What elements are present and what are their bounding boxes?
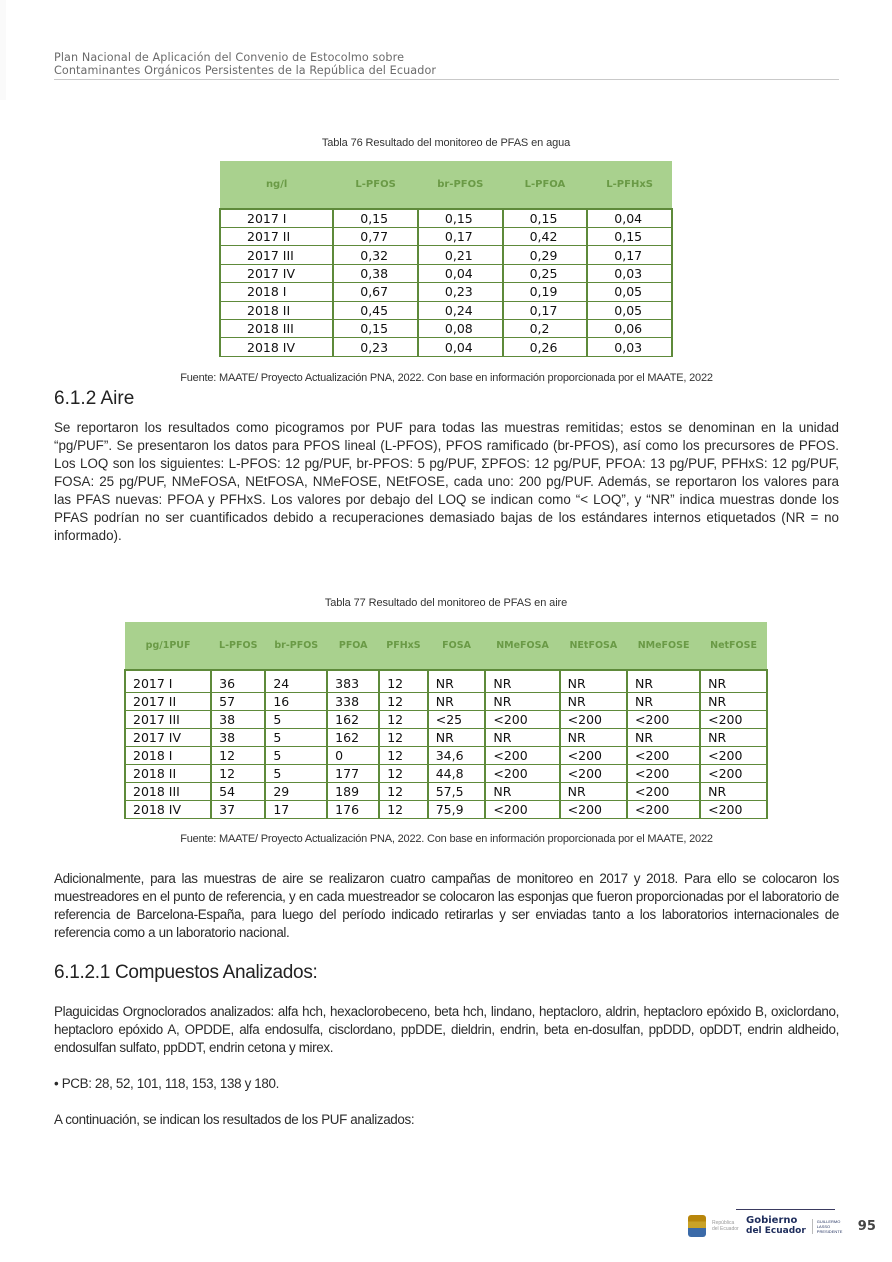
value-cell: 0,04 (418, 338, 503, 356)
table-row (220, 283, 672, 301)
value-cell: NR (560, 729, 627, 747)
gobierno-line-1: Gobierno (746, 1215, 798, 1226)
value-cell: NR (485, 783, 559, 801)
value-cell: 57,5 (428, 783, 486, 801)
value-cell: 0,03 (587, 338, 672, 356)
table-row (220, 319, 672, 337)
value-cell: <200 (627, 783, 700, 801)
column-header: PFHxS (379, 622, 428, 670)
page-number: 95 (857, 1218, 876, 1234)
row-label-cell: 2017 III (220, 246, 333, 264)
gobierno-line-2: del Ecuador (746, 1226, 806, 1236)
value-cell: 338 (327, 693, 379, 711)
table-row (220, 338, 672, 356)
value-cell: 0,38 (333, 264, 418, 282)
value-cell: NR (428, 693, 486, 711)
value-cell: 176 (327, 801, 379, 819)
value-cell: NR (485, 670, 559, 693)
value-cell: 12 (379, 801, 428, 819)
value-cell: <200 (627, 747, 700, 765)
row-label-cell: 2017 I (220, 209, 333, 228)
row-label-cell: 2017 IV (125, 729, 211, 747)
value-cell: 12 (379, 783, 428, 801)
value-cell: <200 (627, 711, 700, 729)
value-cell: <200 (627, 765, 700, 783)
value-cell: 0,19 (503, 283, 588, 301)
table-row (125, 765, 767, 783)
row-label-cell: 2018 III (125, 783, 211, 801)
value-cell: 0,15 (418, 209, 503, 228)
column-header: NetFOSE (700, 622, 767, 670)
table-row (220, 228, 672, 246)
republica-label: República del Ecuador (712, 1220, 739, 1232)
value-cell: 5 (265, 765, 327, 783)
row-label-cell: 2018 II (220, 301, 333, 319)
value-cell: 37 (211, 801, 265, 819)
table-row (220, 246, 672, 264)
column-header: L-PFOS (333, 161, 418, 209)
column-header: PFOA (327, 622, 379, 670)
table-row (125, 783, 767, 801)
value-cell: NR (627, 693, 700, 711)
row-label-cell: 2017 II (125, 693, 211, 711)
value-cell: 0,26 (503, 338, 588, 356)
value-cell: <200 (700, 765, 767, 783)
value-cell: 0,67 (333, 283, 418, 301)
value-cell: 0,25 (503, 264, 588, 282)
value-cell: 0,24 (418, 301, 503, 319)
column-header: L-PFOS (211, 622, 265, 670)
value-cell: 38 (211, 729, 265, 747)
table-77-source: Fuente: MAATE/ Proyecto Actualización PNA, 2022. Con base en información proporcionada por el MAATE, 2022 (180, 833, 713, 845)
table-76-pfas-agua (219, 161, 673, 357)
value-cell: 0,42 (503, 228, 588, 246)
value-cell: NR (627, 729, 700, 747)
value-cell: <200 (485, 747, 559, 765)
section-heading-compuestos: 6.1.2.1 Compuestos Analizados: (54, 962, 318, 983)
value-cell: 0,17 (587, 246, 672, 264)
value-cell: 0,04 (587, 209, 672, 228)
value-cell: 38 (211, 711, 265, 729)
value-cell: 12 (379, 711, 428, 729)
table-row (125, 747, 767, 765)
value-cell: NR (700, 670, 767, 693)
value-cell: 0,03 (587, 264, 672, 282)
row-label-cell: 2018 III (220, 319, 333, 337)
value-cell: 162 (327, 711, 379, 729)
table-row (125, 729, 767, 747)
column-header: NMeFOSA (485, 622, 559, 670)
document-header (54, 52, 839, 77)
table-76-source: Fuente: MAATE/ Proyecto Actualización PNA, 2022. Con base en información proporcionada por el MAATE, 2022 (180, 372, 713, 384)
table-row (125, 711, 767, 729)
value-cell: <200 (560, 765, 627, 783)
value-cell: 0,29 (503, 246, 588, 264)
value-cell: NR (428, 670, 486, 693)
value-cell: 44,8 (428, 765, 486, 783)
table-row (125, 670, 767, 693)
value-cell: 0,05 (587, 301, 672, 319)
value-cell: 0,17 (418, 228, 503, 246)
value-cell: 0 (327, 747, 379, 765)
value-cell: 12 (379, 747, 428, 765)
pcb-bullet: • PCB: 28, 52, 101, 118, 153, 138 y 180. (54, 1076, 279, 1091)
value-cell: 189 (327, 783, 379, 801)
value-cell: <25 (428, 711, 486, 729)
table-row (125, 693, 767, 711)
president-label: GUILLERMO LASSO PRESIDENTE (812, 1219, 846, 1234)
value-cell: NR (560, 693, 627, 711)
value-cell: 75,9 (428, 801, 486, 819)
value-cell: 0,45 (333, 301, 418, 319)
row-label-cell: 2018 I (220, 283, 333, 301)
page-edge (0, 0, 6, 100)
row-label-cell: 2017 II (220, 228, 333, 246)
column-header: L-PFHxS (587, 161, 672, 209)
row-label-cell: 2017 III (125, 711, 211, 729)
section-heading-aire: 6.1.2 Aire (54, 388, 135, 409)
column-header: FOSA (428, 622, 486, 670)
table-77-pfas-aire (124, 622, 768, 819)
value-cell: 29 (265, 783, 327, 801)
value-cell: 12 (211, 747, 265, 765)
value-cell: 0,21 (418, 246, 503, 264)
value-cell: 5 (265, 711, 327, 729)
row-label-cell: 2018 II (125, 765, 211, 783)
value-cell: 0,15 (587, 228, 672, 246)
value-cell: 24 (265, 670, 327, 693)
footer-logos (688, 1212, 876, 1240)
value-cell: 0,04 (418, 264, 503, 282)
value-cell: 5 (265, 747, 327, 765)
value-cell: 0,17 (503, 301, 588, 319)
value-cell: 0,08 (418, 319, 503, 337)
value-cell: 0,06 (587, 319, 672, 337)
value-cell: NR (700, 729, 767, 747)
value-cell: <200 (700, 747, 767, 765)
value-cell: 17 (265, 801, 327, 819)
gobierno-logo (746, 1216, 806, 1236)
value-cell: 34,6 (428, 747, 486, 765)
campaigns-paragraph: Adicionalmente, para las muestras de aire se realizaron cuatro campañas de monitoreo en 2017 y 2018. Para ello se colocaron los muestreadores en el punto de referencia, y en cada muestreador se colocaron las esponjas que fueron proporcionadas por el laboratorio de referencia de Barcelona-España, para luego del período indicado retirarlas y ser enviadas tanto a los laboratorios internacionales de referencia como a un laboratorio nacional. (54, 871, 839, 940)
row-label-cell: 2017 I (125, 670, 211, 693)
value-cell: NR (627, 670, 700, 693)
column-header: L-PFOA (503, 161, 588, 209)
value-cell: 0,32 (333, 246, 418, 264)
value-cell: 12 (211, 765, 265, 783)
value-cell: 12 (379, 670, 428, 693)
value-cell: 0,15 (503, 209, 588, 228)
row-label-cell: 2018 IV (220, 338, 333, 356)
table-row (125, 801, 767, 819)
row-label-cell: 2017 IV (220, 264, 333, 282)
value-cell: 16 (265, 693, 327, 711)
value-cell: <200 (560, 747, 627, 765)
value-cell: 54 (211, 783, 265, 801)
column-header: br-PFOS (265, 622, 327, 670)
column-header: NEtFOSA (560, 622, 627, 670)
row-label-cell: 2018 I (125, 747, 211, 765)
compuestos-paragraph: Plaguicidas Orgnoclorados analizados: alfa hch, hexaclorobeceno, beta hch, lindano, heptacloro, aldrin, heptacloro epóxido B, oxiclordano, heptacloro epóxido A, OPDDE, alfa endosulfa, cisclordano, ppDDE, dieldrin, endrin, beta en-dosulfan, ppDDD, opDDT, endrin aldheido, endosulfan sulfato, ppDDT, endrin cetona y mirex. (54, 1004, 839, 1055)
aire-paragraph: Se reportaron los resultados como picogramos por PUF para todas las muestras remitidas; estos se denominan en la unidad “pg/PUF”. Se presentaron los datos para PFOS lineal (L-PFOS), PFOS ramificado (br-PFOS), así como los precursores de PFOS. Los LOQ son los siguientes: L-PFOS: 12 pg/PUF, br-PFOS: 5 pg/PUF, ΣPFOS: 12 pg/PUF, PFOA: 13 pg/PUF, PFHxS: 12 pg/PUF, FOSA: 25 pg/PUF, NMeFOSA, NEtFOSA, NMeFOSE, NEtFOSE, cada uno: 200 pg/PUF. Además, se reportaron los valores para las PFAS nuevas: PFOA y PFHxS. Los valores por debajo del LOQ se indican como “< LOQ”, y “NR” indica muestras donde los PFAS podrían no ser cuantificados debido a recuperaciones demasiado bajas de los estándares internos etiquetados (NR = no informado). (54, 420, 839, 543)
value-cell: 5 (265, 729, 327, 747)
value-cell: 12 (379, 729, 428, 747)
table-row (220, 209, 672, 228)
value-cell: 0,23 (418, 283, 503, 301)
value-cell: NR (560, 783, 627, 801)
value-cell: 0,2 (503, 319, 588, 337)
value-cell: 0,15 (333, 209, 418, 228)
value-cell: 36 (211, 670, 265, 693)
value-cell: 0,77 (333, 228, 418, 246)
value-cell: <200 (485, 765, 559, 783)
table-77-caption: Tabla 77 Resultado del monitoreo de PFAS en aire (324, 597, 568, 609)
value-cell: NR (700, 783, 767, 801)
row-label-cell: 2018 IV (125, 801, 211, 819)
value-cell: 162 (327, 729, 379, 747)
value-cell: 12 (379, 693, 428, 711)
column-header: ng/l (220, 161, 333, 209)
table-row (220, 264, 672, 282)
column-header: pg/1PUF (125, 622, 211, 670)
value-cell: 0,05 (587, 283, 672, 301)
value-cell: <200 (700, 711, 767, 729)
value-cell: <200 (560, 711, 627, 729)
value-cell: <200 (485, 711, 559, 729)
value-cell: 57 (211, 693, 265, 711)
value-cell: NR (485, 693, 559, 711)
column-header: NMeFOSE (627, 622, 700, 670)
header-line-2: Contaminantes Orgánicos Persistentes de la República del Ecuador (54, 63, 437, 77)
column-header: br-PFOS (418, 161, 503, 209)
value-cell: 0,23 (333, 338, 418, 356)
value-cell: 177 (327, 765, 379, 783)
header-line-1: Plan Nacional de Aplicación del Convenio de Estocolmo sobre (54, 51, 405, 64)
value-cell: 383 (327, 670, 379, 693)
closing-paragraph: A continuación, se indican los resultados de los PUF analizados: (54, 1112, 415, 1127)
value-cell: 0,15 (333, 319, 418, 337)
value-cell: NR (700, 693, 767, 711)
value-cell: NR (485, 729, 559, 747)
value-cell: NR (560, 670, 627, 693)
value-cell: <200 (700, 801, 767, 819)
table-row (220, 301, 672, 319)
value-cell: <200 (627, 801, 700, 819)
table-76-caption: Tabla 76 Resultado del monitoreo de PFAS en agua (321, 137, 571, 149)
footer-divider (736, 1209, 835, 1210)
value-cell: <200 (485, 801, 559, 819)
value-cell: <200 (560, 801, 627, 819)
value-cell: 12 (379, 765, 428, 783)
value-cell: NR (428, 729, 486, 747)
header-divider (54, 79, 839, 80)
ecuador-crest-icon (688, 1215, 706, 1237)
